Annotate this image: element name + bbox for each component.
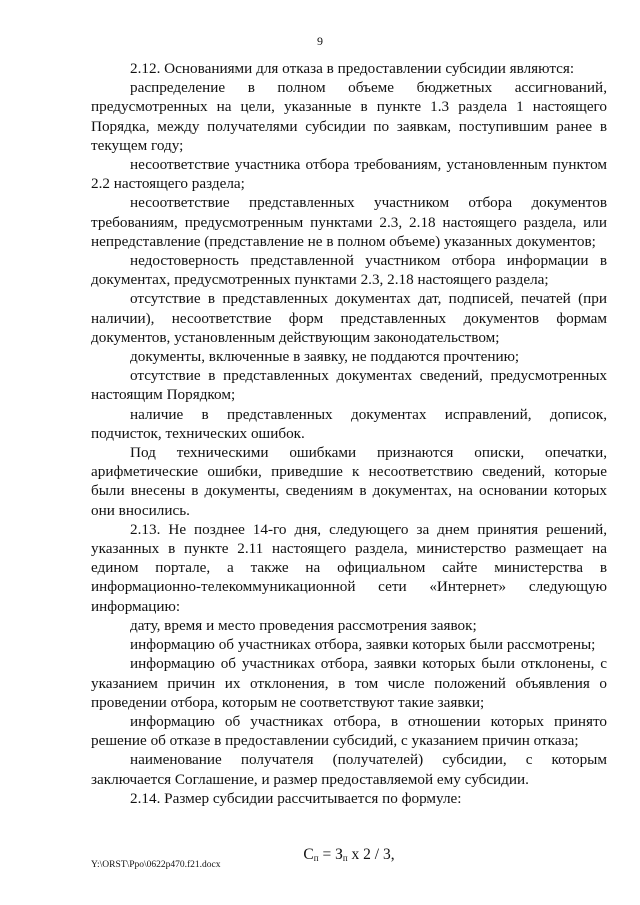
formula-rhs-subscript: п xyxy=(342,852,348,863)
document-body xyxy=(91,59,607,865)
paragraph-technical-errors: Под техническими ошибками признаются описки, опечатки, арифметические ошибки, приведшие к несоответствию сведений, которые были внесены в документы, сведениям в документах, на основании которых они вносились. xyxy=(91,444,607,519)
paragraph-budget-allocation: распределение в полном объеме бюджетных ассигнований, предусмотренных на цели, указанные в пункте 1.3 раздела 1 настоящего Порядка, между получателями субсидии по заявкам, поступившим ранее в текущем году; xyxy=(91,79,607,154)
page-number: 9 xyxy=(317,34,323,48)
formula-tail: x 2 / 3, xyxy=(347,845,395,863)
formula-equals: = xyxy=(318,845,336,863)
paragraph-date-time: дату, время и место проведения рассмотрения заявок; xyxy=(130,616,477,634)
paragraph-missing-info: отсутствие в представленных документах сведений, предусмотренных настоящим Порядком; xyxy=(91,367,607,404)
paragraph-unreliable-info: недостоверность представленной участником отбора информации в документах, предусмотренных пунктами 2.3, 2.18 настоящего раздела; xyxy=(91,252,607,289)
paragraph-2-14: 2.14. Размер субсидии рассчитывается по формуле: xyxy=(130,789,462,807)
paragraph-2-13: 2.13. Не позднее 14-го дня, следующего за днем принятия решений, указанных в пункте 2.11 настоящего раздела, министерство размещает на едином портале, а также на официальном сайте министерства в информационно-телекоммуникационной сети «Интернет» следующую информацию: xyxy=(91,520,607,615)
paragraph-refused-participants: информацию об участниках отбора, в отношении которых принято решение об отказе в предоставлении субсидий, с указанием причин отказа; xyxy=(91,712,607,750)
paragraph-reviewed-participants: информацию об участниках отбора, заявки которых были рассмотрены; xyxy=(130,636,596,654)
paragraph-rejected-participants: информацию об участниках отбора, заявки которых были отклонены, с указанием причин их отклонения, в том числе положений объявления о проведении отбора, которым не соответствуют такие заявки; xyxy=(91,655,607,711)
paragraph-2-12: 2.12. Основаниями для отказа в предоставлении субсидии являются: xyxy=(130,60,575,77)
formula-lhs-subscript: п xyxy=(313,852,319,863)
paragraph-documents-mismatch: несоответствие представленных участником отбора документов требованиям, предусмотренным пунктами 2.3, 2.18 настоящего раздела, или непредставление (представление не в полном объеме) указанных документов; xyxy=(91,194,607,250)
paragraph-recipient-name: наименование получателя (получателей) субсидии, с которым заключается Соглашение, и размер предоставляемой ему субсидии. xyxy=(91,751,607,788)
formula-lhs: С xyxy=(303,845,314,863)
paragraph-missing-signatures: отсутствие в представленных документах дат, подписей, печатей (при наличии), несоответствие форм представленных документов формам документов, установленным действующим законодательством; xyxy=(91,290,607,346)
formula-rhs: З xyxy=(335,845,343,863)
paragraph-corrections: наличие в представленных документах исправлений, дописок, подчисток, технических ошибок. xyxy=(91,405,607,442)
paragraph-requirements-mismatch: несоответствие участника отбора требованиям, установленным пунктом 2.2 настоящего раздела; xyxy=(91,156,607,193)
file-path-footer: Y:\ORST\Ppo\0622p470.f21.docx xyxy=(91,860,221,870)
paragraph-unreadable: документы, включенные в заявку, не поддаются прочтению; xyxy=(130,348,520,366)
